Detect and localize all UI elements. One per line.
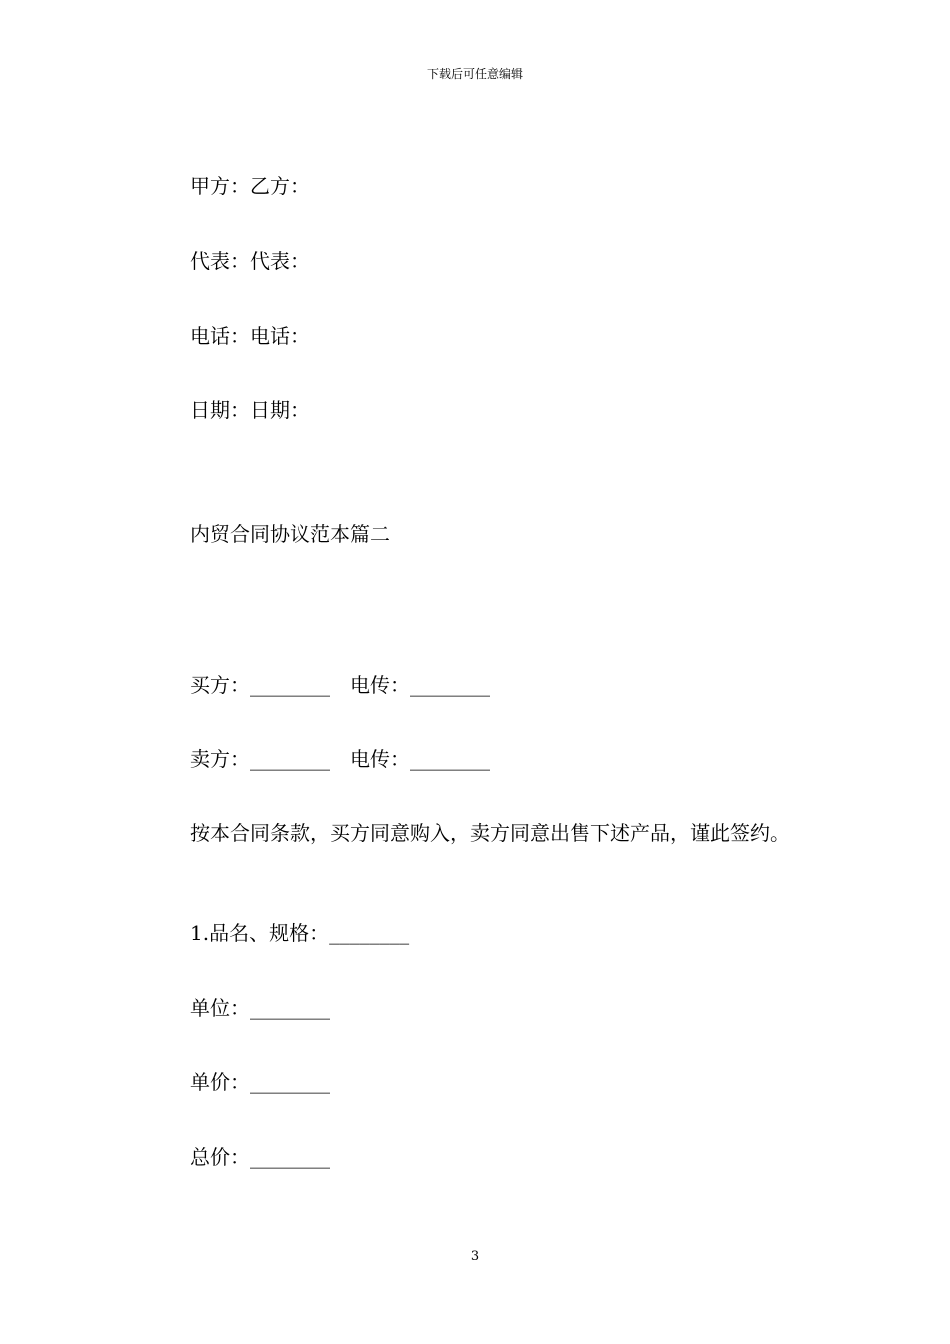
- intro-paragraph: 按本合同条款，买方同意购入，卖方同意出售下述产品，谨此签约。: [190, 821, 790, 845]
- party-b-label: 乙方：: [250, 174, 310, 198]
- unit-price-line: 单价：________: [190, 1070, 330, 1094]
- buyer-fax-label: 电传：________: [350, 673, 490, 697]
- product-spec-line: 1.品名、规格：________: [190, 921, 410, 945]
- party-a-label: 甲方：: [190, 174, 250, 198]
- date-b-label: 日期：: [250, 398, 310, 422]
- page-number: 3: [470, 1249, 480, 1264]
- party-line: [190, 173, 310, 199]
- representative-line: [190, 248, 310, 274]
- section-title: 内贸合同协议范本篇二: [190, 522, 390, 546]
- rep-b-label: 代表：: [250, 249, 310, 273]
- total-price-line: 总价：________: [190, 1145, 330, 1169]
- date-line: [190, 397, 310, 423]
- page-header: 下载后可任意编辑: [426, 67, 523, 81]
- unit-line: 单位：________: [190, 996, 330, 1020]
- seller-label: 卖方：________: [190, 747, 330, 771]
- buyer-line: [190, 672, 490, 698]
- seller-line: [190, 746, 490, 772]
- phone-b-label: 电话：: [250, 324, 310, 348]
- rep-a-label: 代表：: [190, 249, 250, 273]
- date-a-label: 日期：: [190, 398, 250, 422]
- buyer-label: 买方：________: [190, 673, 330, 697]
- phone-line: [190, 323, 310, 349]
- phone-a-label: 电话：: [190, 324, 250, 348]
- seller-fax-label: 电传：________: [350, 747, 490, 771]
